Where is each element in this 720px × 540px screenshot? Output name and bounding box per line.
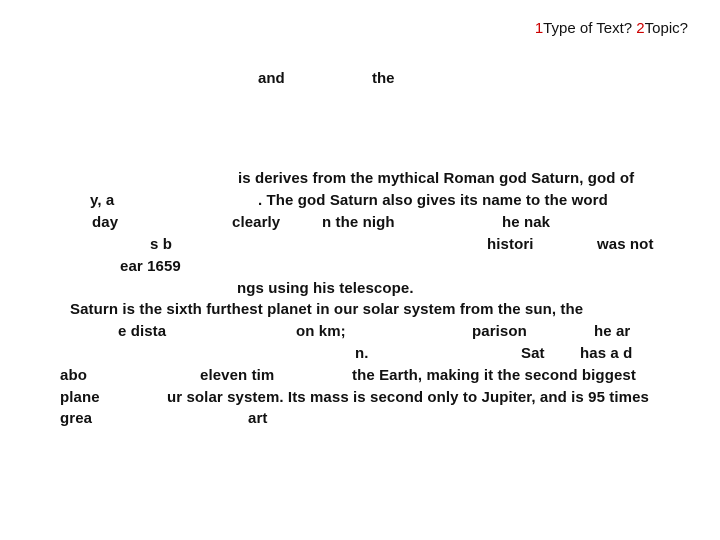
- body-line-2b: . The god Saturn also gives its name to the word: [258, 192, 608, 209]
- prompt-number-1: 1: [534, 20, 544, 37]
- body-line-2a: y, a: [90, 192, 115, 209]
- body-line-12a: grea: [60, 410, 93, 427]
- prompt-questions: [535, 20, 688, 37]
- body-line-5: ear 1659: [120, 258, 181, 275]
- prompt-question-2: Topic?: [644, 20, 688, 37]
- body-line-6: ngs using his telescope.: [237, 280, 414, 297]
- body-line-9b: Sat: [521, 345, 545, 362]
- prompt-question-1: Type of Text?: [543, 20, 637, 37]
- body-line-4a: s b: [150, 236, 172, 253]
- body-line-9a: n.: [355, 345, 369, 362]
- body-line-11b: ur solar system. Its mass is second only to Jupiter, and is 95 times: [167, 389, 649, 406]
- body-line-4c: was not: [597, 236, 654, 253]
- body-line-11a: plane: [60, 389, 100, 406]
- body-line-7: Saturn is the sixth furthest planet in our solar system from the sun, the: [70, 301, 584, 318]
- body-line-8b: on km;: [296, 323, 346, 340]
- title-fragment-the: the: [372, 70, 395, 87]
- title-fragment-and: and: [258, 70, 285, 87]
- body-line-12b: art: [248, 410, 268, 427]
- body-line-10a: abo: [60, 367, 87, 384]
- body-line-10b: eleven tim: [200, 367, 275, 384]
- body-line-4b: histori: [487, 236, 534, 253]
- body-line-9c: has a d: [580, 345, 633, 362]
- body-line-10c: the Earth, making it the second biggest: [352, 367, 636, 384]
- body-line-3c: n the nigh: [322, 214, 395, 231]
- body-line-3d: he nak: [502, 214, 551, 231]
- body-line-3a: day: [92, 214, 119, 231]
- body-line-3b: clearly: [232, 214, 281, 231]
- body-line-8c: parison: [472, 323, 527, 340]
- body-line-8a: e dista: [118, 323, 167, 340]
- body-line-1: is derives from the mythical Roman god Saturn, god of: [238, 170, 635, 187]
- prompt-number-2: 2: [636, 20, 645, 37]
- body-line-8d: he ar: [594, 323, 631, 340]
